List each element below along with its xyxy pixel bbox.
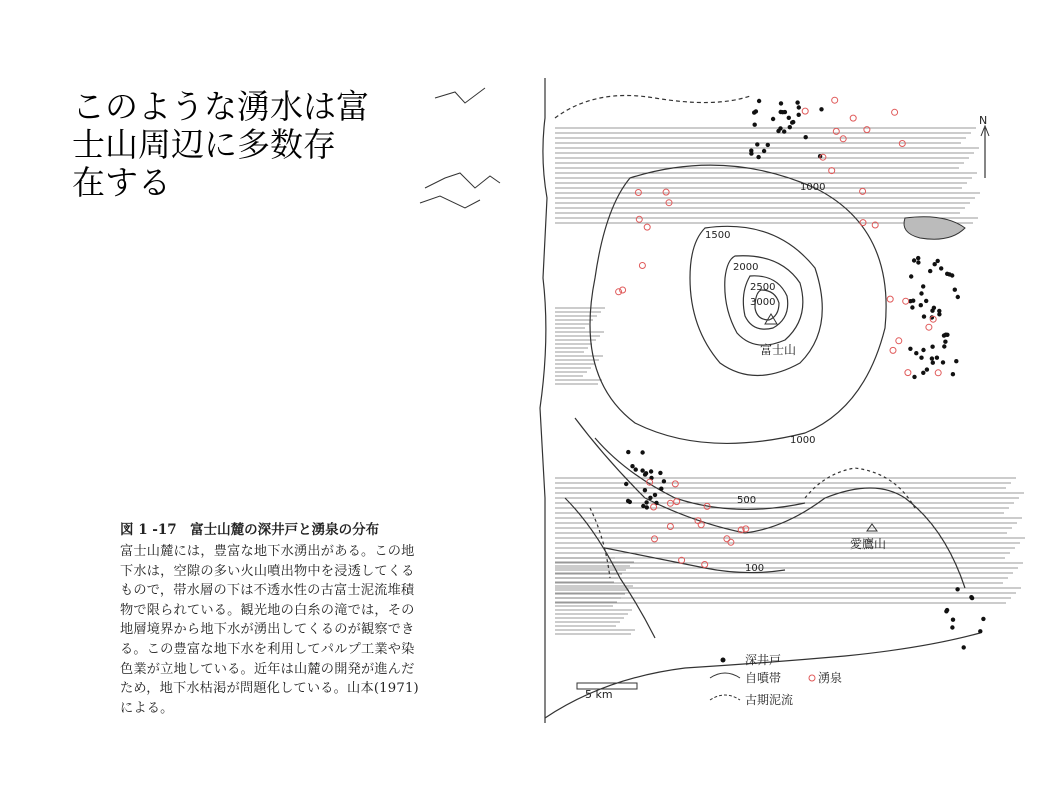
well-marker <box>645 505 649 509</box>
legend-flowing-area: 自噴帯 <box>745 671 782 685</box>
contour-lines <box>590 165 886 572</box>
caption-line: 富士山麓には，豊富な地下水湧出がある。この地 <box>120 544 415 559</box>
spring-marker <box>896 338 902 344</box>
spring-marker <box>833 128 839 134</box>
well-marker <box>797 105 801 109</box>
well-marker <box>914 351 918 355</box>
well-marker <box>921 284 925 288</box>
north-arrow <box>979 114 989 178</box>
well-marker <box>930 356 934 360</box>
caption-line: 色業が立地している。近年は山麓の開発が進んだ <box>120 661 415 677</box>
well-marker <box>910 305 914 309</box>
well-marker <box>951 618 955 622</box>
contour-label: 1000 <box>800 182 826 193</box>
well-marker <box>755 142 759 146</box>
well-marker <box>640 450 644 454</box>
well-marker <box>658 471 662 475</box>
well-marker <box>628 500 632 504</box>
well-marker <box>634 467 638 471</box>
spring-marker <box>652 536 658 542</box>
contour-label: 1000 <box>790 435 816 446</box>
spring-marker <box>724 536 730 542</box>
well-marker <box>944 609 948 613</box>
well-marker <box>919 303 923 307</box>
well-marker <box>970 596 974 600</box>
spring-marker <box>674 499 680 505</box>
spring-marker <box>850 115 856 121</box>
well-marker <box>922 314 926 318</box>
well-marker <box>919 356 923 360</box>
spring-marker <box>860 188 866 194</box>
contour-1000 <box>590 165 886 443</box>
well-marker <box>930 345 934 349</box>
peak-label: 富士山 <box>760 343 797 357</box>
well-marker <box>925 367 929 371</box>
caption-line: ため，地下水枯渇が問題化している。山本(1971) <box>120 681 419 697</box>
caption-line: 物で限られている。観光地の白糸の滝では，その <box>120 602 415 618</box>
spring-marker <box>905 370 911 376</box>
title-line-3: 在する <box>72 163 171 202</box>
caption-line: 地層境界から地下水が湧出してくるのが観察でき <box>120 622 415 638</box>
well-marker <box>944 333 948 337</box>
coastline-islands <box>420 88 500 208</box>
well-marker <box>950 625 954 629</box>
spring-marker <box>892 109 898 115</box>
well-marker <box>659 487 663 491</box>
spring-marker <box>667 524 673 530</box>
well-marker <box>643 488 647 492</box>
well-marker <box>937 312 941 316</box>
well-marker <box>787 116 791 120</box>
well-marker <box>648 496 652 500</box>
contour-label: 500 <box>737 495 757 506</box>
legend-spring: 湧泉 <box>818 671 843 685</box>
well-marker <box>624 482 628 486</box>
contour-label: 2500 <box>750 282 776 293</box>
well-marker <box>630 464 634 468</box>
spring-marker <box>636 216 642 222</box>
well-marker <box>909 274 913 278</box>
spring-marker <box>864 127 870 133</box>
well-marker <box>762 149 766 153</box>
caption-line: 下水は，空隙の多い火山噴出物中を浸透してくる <box>120 563 415 579</box>
spring-marker <box>926 324 932 330</box>
second-peak-label: 愛鷹山 <box>850 537 887 551</box>
spring-marker <box>644 224 650 230</box>
well-marker <box>804 135 808 139</box>
well-marker <box>649 469 653 473</box>
fuji-groundwater-map <box>405 78 1025 723</box>
well-marker <box>954 359 958 363</box>
well-marker <box>756 155 760 159</box>
title-line-2: 士山周辺に多数存 <box>72 125 336 164</box>
well-marker <box>912 375 916 379</box>
well-marker <box>919 291 923 295</box>
well-marker <box>931 361 935 365</box>
spring-marker <box>663 189 669 195</box>
caption-line: もので，帯水層の下は不透水性の古富士泥流堆積 <box>120 583 415 599</box>
well-marker <box>779 101 783 105</box>
legend-well-symbol <box>721 658 726 663</box>
well-marker <box>791 120 795 124</box>
contour-label: 3000 <box>750 297 776 308</box>
well-marker <box>782 129 786 133</box>
well-marker <box>797 113 801 117</box>
well-marker <box>766 143 770 147</box>
well-marker <box>921 348 925 352</box>
well-marker <box>928 269 932 273</box>
spring-marker <box>672 481 678 487</box>
well-marker <box>962 645 966 649</box>
well-marker <box>644 500 648 504</box>
legend-well: 深井戸 <box>745 653 782 667</box>
well-marker <box>908 347 912 351</box>
spring-marker <box>702 562 708 568</box>
spring-marker <box>890 347 896 353</box>
well-marker <box>754 109 758 113</box>
well-marker <box>956 295 960 299</box>
spring-marker <box>728 539 734 545</box>
legend-flowing-symbol <box>710 673 740 678</box>
caption-line: による。 <box>120 700 174 716</box>
hatched-lowland-areas <box>555 128 1025 634</box>
well-marker <box>953 288 957 292</box>
well-marker <box>978 629 982 633</box>
well-marker <box>653 493 657 497</box>
well-marker <box>788 125 792 129</box>
well-marker <box>943 340 947 344</box>
legend-mudflow-symbol <box>710 695 740 700</box>
well-marker <box>924 299 928 303</box>
well-marker <box>942 344 946 348</box>
well-marker <box>935 356 939 360</box>
well-marker <box>757 99 761 103</box>
well-marker <box>916 256 920 260</box>
well-marker <box>776 129 780 133</box>
well-marker <box>626 450 630 454</box>
well-marker <box>936 259 940 263</box>
title-line-1: このような湧水は富 <box>72 87 369 126</box>
well-marker <box>951 372 955 376</box>
well-marker <box>912 258 916 262</box>
legend-mudflow: 古期泥流 <box>745 693 794 707</box>
contour-label: 1500 <box>705 230 731 241</box>
well-marker <box>781 110 785 114</box>
contour-500 <box>595 438 805 509</box>
well-marker <box>795 100 799 104</box>
well-marker <box>939 266 943 270</box>
lake <box>904 217 965 240</box>
spring-marker <box>935 370 941 376</box>
peak2-marker <box>867 524 877 531</box>
contour-labels <box>705 182 825 574</box>
spring-marker <box>802 108 808 114</box>
legend-spring-symbol <box>809 675 815 681</box>
well-marker <box>981 617 985 621</box>
spring-marker <box>832 97 838 103</box>
well-marker <box>933 262 937 266</box>
well-marker <box>749 151 753 155</box>
spring-marker <box>899 141 905 147</box>
legend <box>710 652 842 707</box>
caption-line: る。この豊富な地下水を利用してパルプ工業や染 <box>120 641 415 657</box>
spring-marker <box>903 298 909 304</box>
contour-label: 2000 <box>733 262 759 273</box>
well-marker <box>947 272 951 276</box>
well-marker <box>771 117 775 121</box>
spring-marker <box>887 296 893 302</box>
spring-marker <box>635 190 641 196</box>
well-marker <box>916 260 920 264</box>
slide-title <box>72 88 402 202</box>
well-marker <box>921 371 925 375</box>
spring-marker <box>651 504 657 510</box>
scale-label: 5 km <box>585 688 613 701</box>
caption-title: 図 1 -17 富士山麓の深井戸と湧泉の分布 <box>120 522 380 538</box>
well-marker <box>941 360 945 364</box>
well-marker <box>753 123 757 127</box>
north-label: N <box>979 114 988 127</box>
well-marker <box>643 472 647 476</box>
scale-bar <box>577 683 637 701</box>
spring-marker <box>840 136 846 142</box>
well-marker <box>662 479 666 483</box>
spring-marker <box>639 263 645 269</box>
well-marker <box>955 587 959 591</box>
contour-label: 100 <box>745 563 765 574</box>
well-marker <box>932 306 936 310</box>
well-marker <box>640 468 644 472</box>
well-marker <box>911 299 915 303</box>
well-marker <box>819 107 823 111</box>
